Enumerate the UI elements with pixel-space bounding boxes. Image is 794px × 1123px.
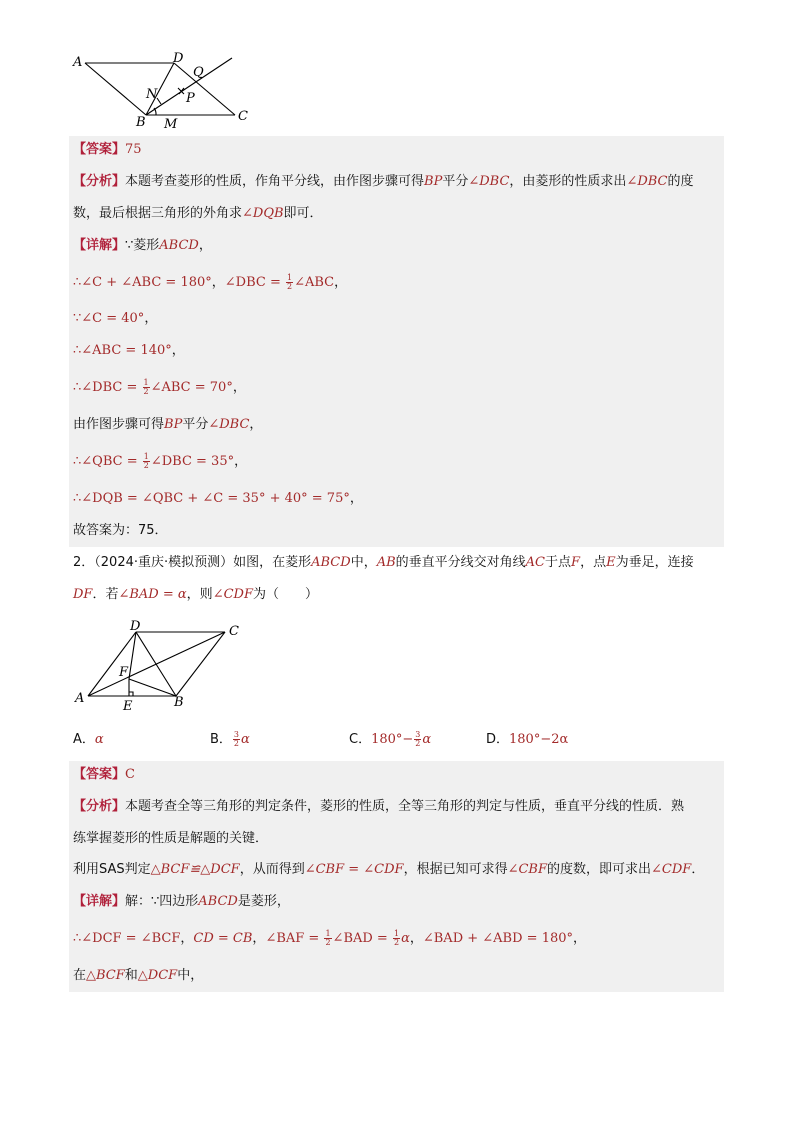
fig1-label-c: C bbox=[238, 109, 248, 124]
question-2-line-2: DF．若∠BAD = α，则∠CDF为（ ） bbox=[73, 587, 318, 602]
fraction: $\frac{1}{2}$ bbox=[143, 378, 149, 396]
rhombus-figure-2 bbox=[70, 618, 260, 716]
detail-line-4: ∴∠ABC = 140°， bbox=[73, 343, 185, 358]
detail-line-6: 由作图步骤可得BP平分∠DBC， bbox=[73, 417, 263, 432]
rhombus-figure-1 bbox=[70, 50, 260, 132]
fig2-label-d: D bbox=[130, 619, 141, 634]
analysis2-line-1: 【分析】本题考查全等三角形的判定条件，菱形的性质，全等三角形的判定与性质，垂直平分线的性质．熟 bbox=[73, 799, 685, 814]
detail2-line-1: 【详解】解：∵四边形ABCD是菱形， bbox=[73, 894, 290, 909]
detail-line-7: ∴∠QBC = $\frac{1}{2}$ ∠DBC = 35°， bbox=[73, 452, 248, 470]
fig2-label-f: F bbox=[119, 665, 129, 680]
detail-line-8: ∴∠DQB = ∠QBC + ∠C = 35° + 40° = 75°， bbox=[73, 491, 363, 506]
answer-line-1: 【答案】75 bbox=[73, 142, 142, 157]
detail-line-9: 故答案为：75． bbox=[73, 523, 168, 538]
answer-line-2: 【答案】C bbox=[73, 767, 135, 782]
analysis2-line-2: 练掌握菱形的性质是解题的关键． bbox=[73, 831, 269, 846]
detail-line-3: ∵∠C = 40°， bbox=[73, 311, 158, 326]
detail-line-2: ∴∠C + ∠ABC = 180°，∠DBC = $\frac{1}{2}$ ∠ABC， bbox=[73, 273, 348, 291]
fraction: $\frac{3}{2}$ bbox=[233, 730, 240, 748]
fig2-label-a: A bbox=[75, 691, 85, 706]
detail2-line-2: ∴∠DCF = ∠BCF，CD = CB，∠BAF = $\frac{1}{2}$ ∠BAD = $\frac{1}{2}$ α，∠BAD + ∠ABD = 180°， bbox=[73, 929, 587, 947]
fraction: $\frac{1}{2}$ bbox=[325, 929, 331, 947]
option-b: B． $\frac{3}{2}$ α bbox=[210, 730, 250, 748]
fig1-label-n: N bbox=[146, 87, 158, 102]
fraction: $\frac{1}{2}$ bbox=[287, 273, 293, 291]
fig1-label-m: M bbox=[164, 117, 178, 132]
fig1-label-p: P bbox=[186, 91, 195, 106]
fraction: $\frac{1}{2}$ bbox=[393, 929, 400, 947]
analysis-line-2: 数，最后根据三角形的外角求∠DQB即可． bbox=[73, 206, 323, 221]
answer-value: 75 bbox=[125, 142, 142, 157]
analysis-line-1: 【分析】本题考查菱形的性质，作角平分线，由作图步骤可得BP平分∠DBC，由菱形的性质求出∠DBC的度 bbox=[73, 174, 694, 189]
detail-line-1: 【详解】∵菱形ABCD， bbox=[73, 238, 212, 253]
question-2-line-1: 2．（2024·重庆·模拟预测）如图，在菱形ABCD中，AB的垂直平分线交对角线AC于点F，点E为垂足，连接 bbox=[73, 555, 694, 570]
analysis2-line-3: 利用SAS判定△BCF≌△DCF，从而得到∠CBF = ∠CDF，根据已知可求得∠CBF的度数，即可求出∠CDF． bbox=[73, 862, 705, 877]
option-a: A．α bbox=[73, 732, 104, 747]
detail2-line-3: 在△BCF和△DCF中， bbox=[73, 968, 204, 983]
fig2-label-e: E bbox=[123, 699, 133, 714]
fig1-label-a: A bbox=[73, 55, 83, 70]
answer-value: C bbox=[125, 767, 135, 782]
detail-line-5: ∴∠DBC = $\frac{1}{2}$ ∠ABC = 70°， bbox=[73, 378, 246, 396]
fraction: $\frac{1}{2}$ bbox=[143, 452, 149, 470]
option-d: D．180°−2α bbox=[486, 732, 569, 747]
fraction: $\frac{3}{2}$ bbox=[415, 730, 421, 748]
option-c: C．180°− $\frac{3}{2}$ α bbox=[349, 730, 432, 748]
fig1-label-d: D bbox=[173, 51, 184, 66]
fig2-label-c: C bbox=[229, 624, 239, 639]
fig2-label-b: B bbox=[174, 695, 184, 710]
fig1-label-q: Q bbox=[193, 65, 204, 80]
fig1-label-b: B bbox=[136, 115, 146, 130]
